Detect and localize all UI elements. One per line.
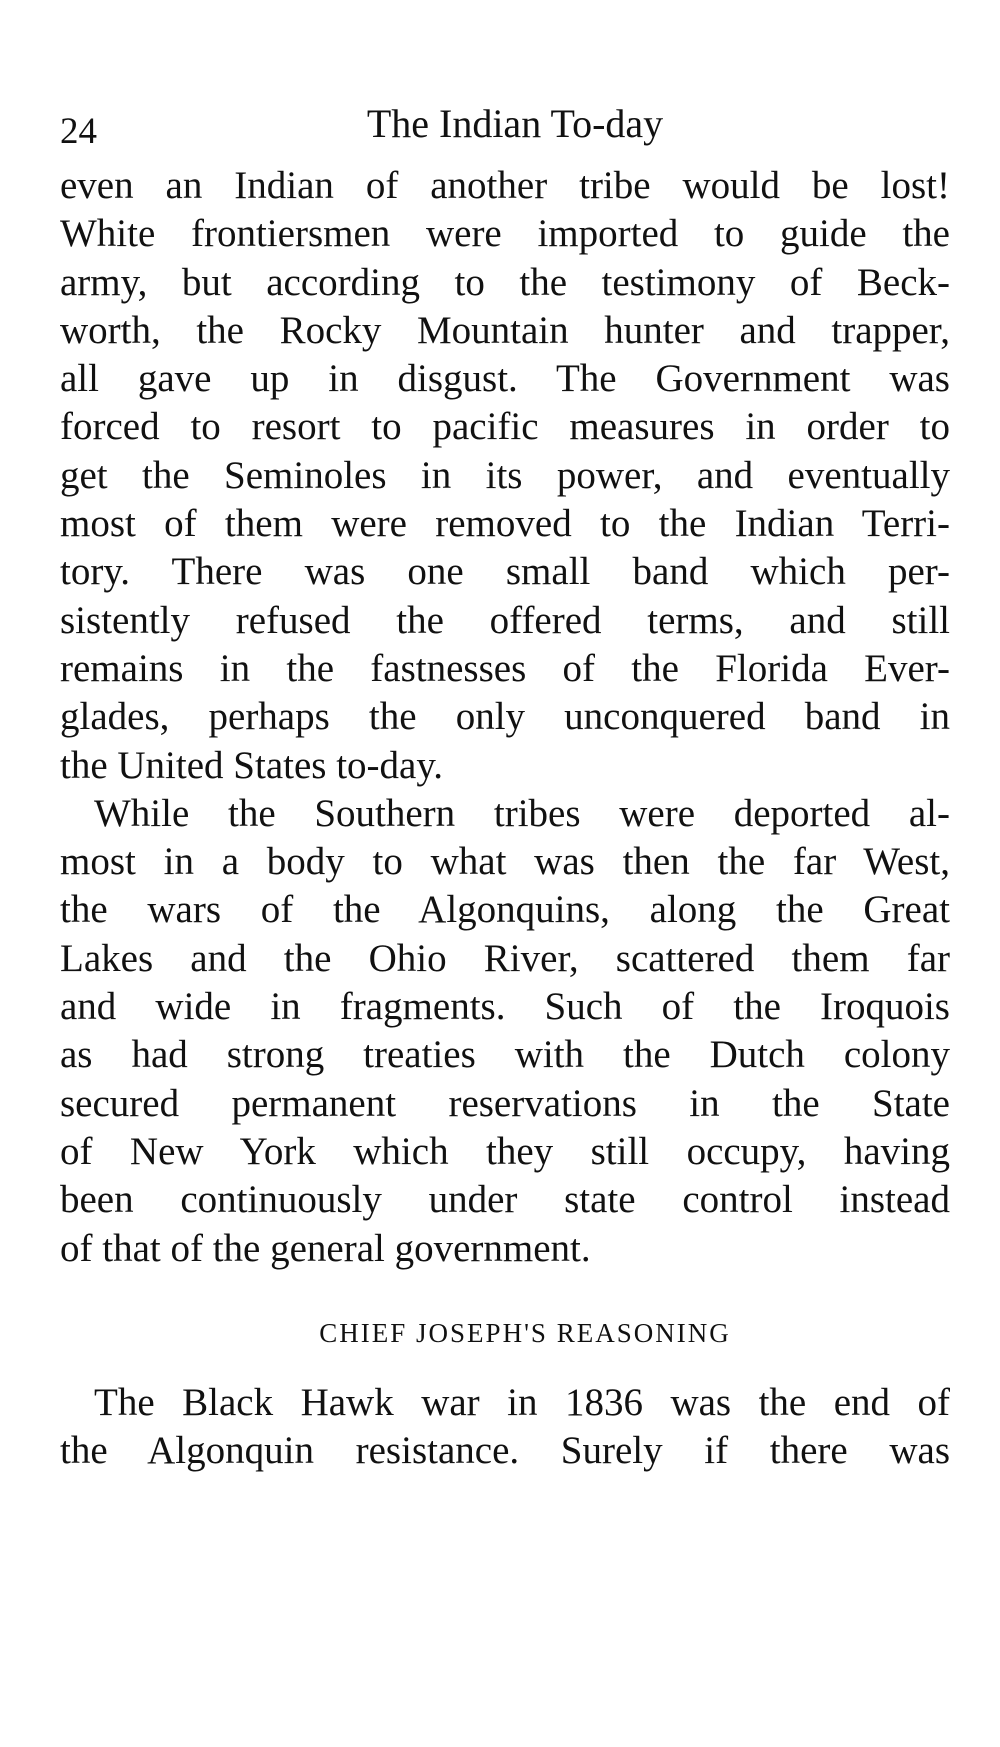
text-line: Lakes and the Ohio River, scattered them far xyxy=(60,936,950,980)
text-line: and wide in fragments. Such of the Iroquois xyxy=(60,985,950,1029)
text-line: been continuously under state control instead xyxy=(60,1178,950,1222)
text-line: sistently refused the offered terms, and still xyxy=(60,598,950,642)
text-line: of New York which they still occupy, having xyxy=(60,1129,950,1173)
text-line: tory. There was one small band which per- xyxy=(60,550,950,594)
text-line: army, but according to the testimony of Beck- xyxy=(60,260,950,304)
text-line: most in a body to what was then the far West, xyxy=(60,840,950,884)
text-line: glades, perhaps the only unconquered band in xyxy=(60,695,950,739)
text-line: get the Seminoles in its power, and eventually xyxy=(60,453,950,497)
text-line: worth, the Rocky Mountain hunter and trapper, xyxy=(60,308,950,352)
text-line: of that of the general government. xyxy=(60,1226,591,1270)
text-line: secured permanent reservations in the State xyxy=(60,1081,950,1125)
running-head xyxy=(60,100,950,160)
text-line: The Black Hawk war in 1836 was the end of xyxy=(94,1380,950,1424)
text-line: White frontiersmen were imported to guide the xyxy=(60,212,950,256)
text-line: remains in the fastnesses of the Florida Ever- xyxy=(60,646,950,690)
text-line: even an Indian of another tribe would be lost! xyxy=(60,164,950,207)
text-line: all gave up in disgust. The Government was xyxy=(60,357,950,401)
text-line: forced to resort to pacific measures in order to xyxy=(60,405,950,449)
text-line: the wars of the Algonquins, along the Great xyxy=(60,888,950,932)
running-title: The Indian To-day xyxy=(366,101,664,146)
text-line: most of them were removed to the Indian Terri- xyxy=(60,502,950,546)
text-line: as had strong treaties with the Dutch colony xyxy=(60,1033,950,1077)
page-number: 24 xyxy=(60,111,97,152)
text-line: the Algonquin resistance. Surely if there was xyxy=(60,1429,950,1473)
book-page xyxy=(60,100,950,1475)
paragraph-black-hawk xyxy=(60,1379,950,1476)
section-heading: CHIEF JOSEPH'S REASONING xyxy=(319,1317,731,1348)
text-line: While the Southern tribes were deported al- xyxy=(94,791,950,835)
paragraph-southern-tribes xyxy=(60,790,950,1273)
text-line: the United States to-day. xyxy=(60,743,444,787)
paragraph-seminoles xyxy=(60,162,950,790)
